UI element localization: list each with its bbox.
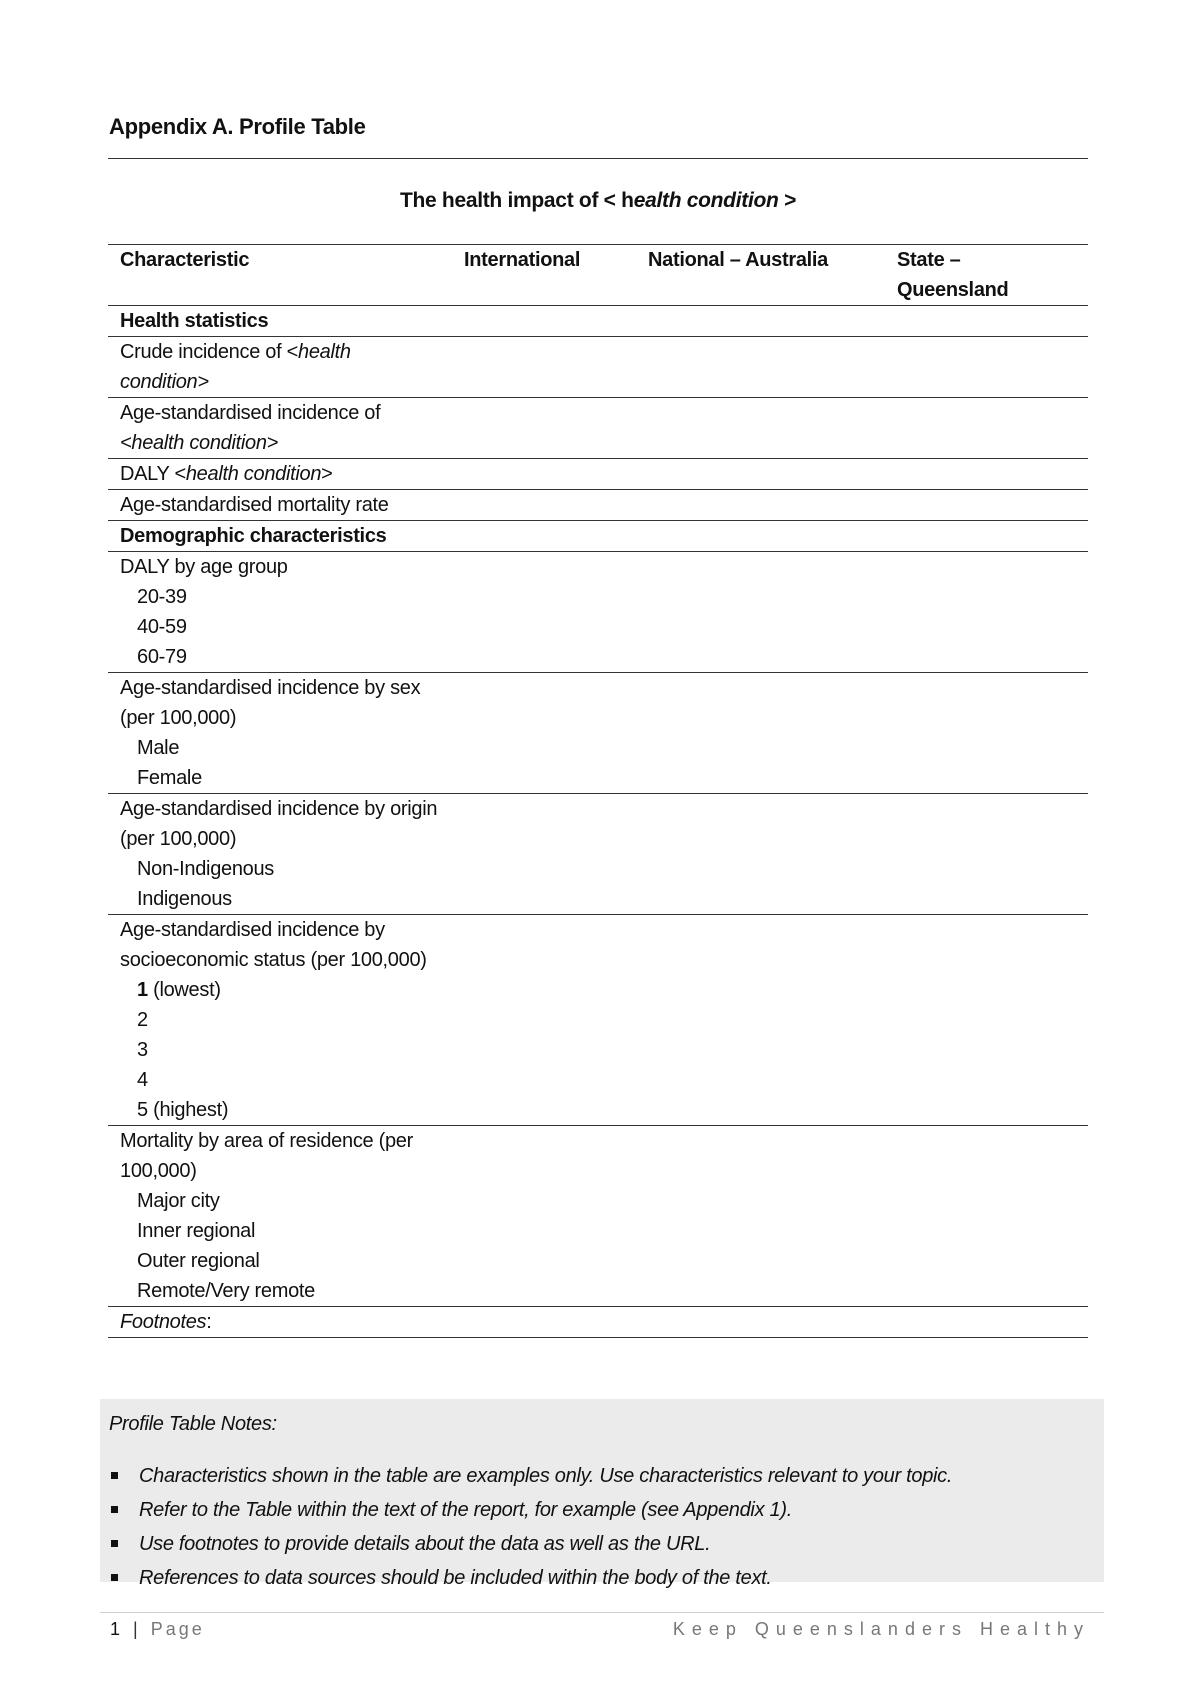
sub-item: 5 (highest) xyxy=(137,1099,229,1121)
sub-item: Outer regional xyxy=(137,1250,260,1272)
footnotes-row xyxy=(108,1307,1088,1338)
sub-item: Inner regional xyxy=(137,1220,256,1242)
sub-item: Major city xyxy=(137,1190,220,1212)
row-label-crude-incidence: Crude incidence of <health condition> xyxy=(108,337,452,398)
page-number: 1 | Page xyxy=(110,1619,205,1639)
table-row xyxy=(108,459,1088,490)
list-item: Refer to the Table within the text of the report, for example (see Appendix 1). xyxy=(109,1493,952,1527)
square-bullet-icon xyxy=(111,1574,118,1581)
table-title-italic: ealth condition xyxy=(633,189,779,212)
heading-divider xyxy=(108,158,1088,159)
table-row xyxy=(108,552,1088,673)
notes-list xyxy=(109,1459,952,1595)
square-bullet-icon xyxy=(111,1540,118,1547)
sub-item: 3 xyxy=(137,1039,148,1061)
square-bullet-icon xyxy=(111,1472,118,1479)
sub-item: 2 xyxy=(137,1009,148,1031)
row-label-mortality-area: Mortality by area of residence (per 100,000) Major city Inner regional Outer regional Remote/Very remote xyxy=(108,1126,452,1307)
sub-item: Indigenous xyxy=(137,888,232,910)
section-label: Demographic characteristics xyxy=(108,521,452,552)
row-label-incidence-origin: Age-standardised incidence by origin (per 100,000) Non-Indigenous Indigenous xyxy=(108,794,452,915)
sub-item: 1 (lowest) xyxy=(137,979,221,1001)
row-label-age-std-mortality: Age-standardised mortality rate xyxy=(108,490,452,521)
row-label-incidence-ses: Age-standardised incidence by socioeconomic status (per 100,000) 1 (lowest) 2 3 4 5 (highest) xyxy=(108,915,452,1126)
sub-item: Remote/Very remote xyxy=(137,1280,316,1302)
row-label-daly: DALY <health condition> xyxy=(108,459,452,490)
section-row-health-statistics xyxy=(108,306,1088,337)
sub-item: 40-59 xyxy=(137,616,187,638)
table-row xyxy=(108,1126,1088,1307)
footer-divider xyxy=(100,1612,1104,1613)
table-row xyxy=(108,398,1088,459)
column-header-international: International xyxy=(452,245,636,306)
sub-item: 20-39 xyxy=(137,586,187,608)
list-item: Characteristics shown in the table are examples only. Use characteristics relevant to your topic. xyxy=(109,1459,952,1493)
table-row xyxy=(108,673,1088,794)
column-header-state: State – Queensland xyxy=(885,245,1088,306)
appendix-heading: Appendix A. Profile Table xyxy=(109,114,366,139)
row-label-incidence-sex: Age-standardised incidence by sex (per 100,000) Male Female xyxy=(108,673,452,794)
table-title-suffix: > xyxy=(778,189,797,212)
row-label-daly-age: DALY by age group 20-39 40-59 60-79 xyxy=(108,552,452,673)
table-header-row xyxy=(108,245,1088,306)
table-title xyxy=(108,189,1088,213)
table-row xyxy=(108,794,1088,915)
list-item: References to data sources should be included within the body of the text. xyxy=(109,1561,952,1595)
sub-item: Male xyxy=(137,737,180,759)
sub-item: 4 xyxy=(137,1069,148,1091)
table-row xyxy=(108,337,1088,398)
table-title-prefix: The health impact of < h xyxy=(399,189,634,212)
square-bullet-icon xyxy=(111,1506,118,1513)
row-label-age-std-incidence: Age-standardised incidence of <health condition> xyxy=(108,398,452,459)
table-row xyxy=(108,915,1088,1126)
column-header-characteristic: Characteristic xyxy=(108,245,452,306)
sub-item: Non-Indigenous xyxy=(137,858,275,880)
notes-title: Profile Table Notes: xyxy=(109,1413,277,1435)
section-label: Health statistics xyxy=(108,306,452,337)
column-header-national: National – Australia xyxy=(636,245,885,306)
profile-table-notes xyxy=(100,1399,1104,1589)
footnotes-label: Footnotes: xyxy=(108,1307,452,1338)
footer-tagline: Keep Queenslanders Healthy xyxy=(672,1619,1090,1639)
table-row xyxy=(108,490,1088,521)
sub-item: Female xyxy=(137,767,202,789)
sub-item: 60-79 xyxy=(137,646,187,668)
section-row-demographic xyxy=(108,521,1088,552)
list-item: Use footnotes to provide details about the data as well as the URL. xyxy=(109,1527,952,1561)
profile-table xyxy=(108,244,1088,1338)
